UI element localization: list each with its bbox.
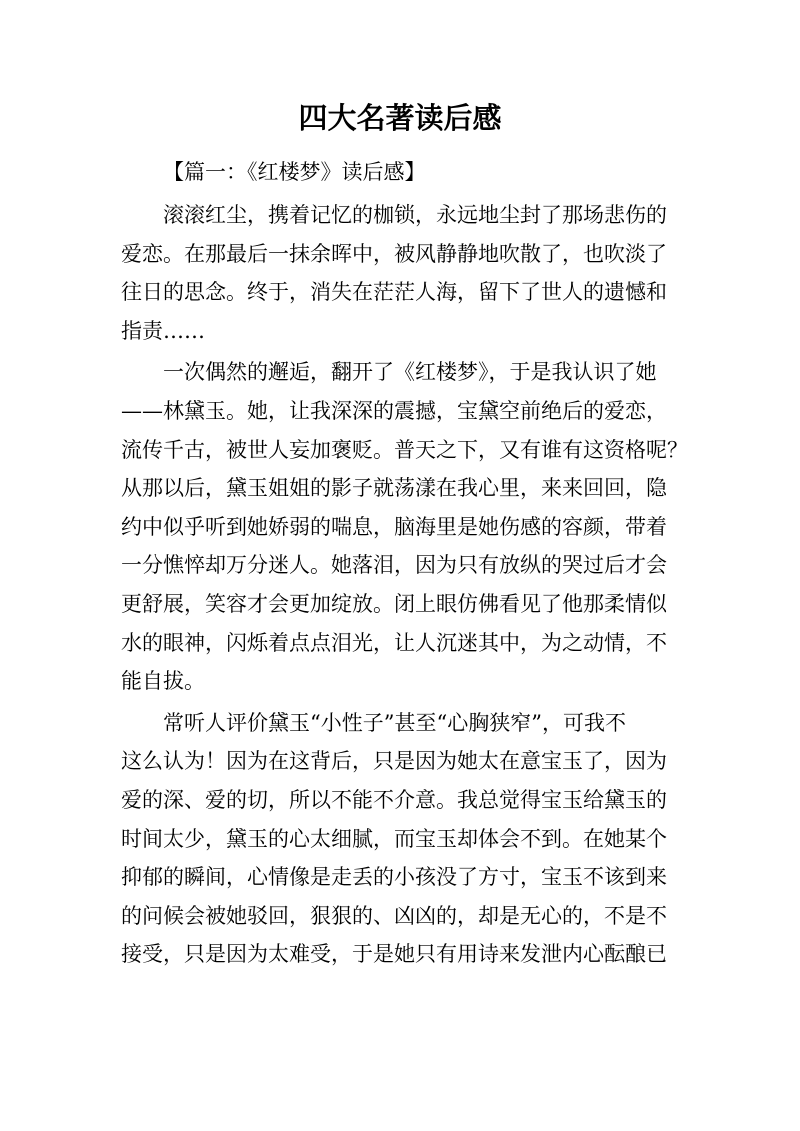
document-body [121,152,688,974]
text-line: 的问候会被她驳回，狠狠的、凶凶的，却是无心的，不是不 [121,903,667,928]
text-line: 流传千古，被世人妄加褒贬。普天之下，又有谁有这资格呢？ [121,437,688,462]
text-line: 爱恋。在那最后一抹余晖中，被风静静地吹散了，也吹淡了 [121,241,667,266]
text-line: 能自拔。 [121,669,205,694]
text-line: 爱的深、爱的切，所以不能不介意。我总觉得宝玉给黛玉的 [121,787,667,812]
section-heading: 【篇一：《红楼梦》读后感】 [163,160,426,184]
text-line: 一次偶然的邂逅，翻开了《红楼梦》，于是我认识了她 [163,360,657,385]
paragraph-2 [121,353,688,700]
text-line: 时间太少，黛玉的心太细腻，而宝玉却体会不到。在她某个 [121,826,667,851]
text-line: 更舒展，笑容才会更加绽放。闭上眼仿佛看见了他那柔情似 [121,591,667,616]
text-line: ——林黛玉。她，让我深深的震撼，宝黛空前绝后的爱恋， [121,398,667,423]
text-line: 常听人评价黛玉“小性子”甚至“心胸狭窄”，可我不 [163,710,626,735]
text-line: 一分憔悴却万分迷人。她落泪，因为只有放纵的哭过后才会 [121,553,667,578]
document-title: 四大名著读后感 [298,101,502,135]
text-line: 约中似乎听到她娇弱的喘息，脑海里是她伤感的容颜，带着 [121,514,667,539]
text-line: 接受，只是因为太难受，于是她只有用诗来发泄内心酝酿已 [121,942,667,967]
text-line: 抑郁的瞬间，心情像是走丢的小孩没了方寸，宝玉不该到来 [121,865,667,890]
paragraph-3 [121,704,681,974]
text-line: 指责…… [121,318,205,343]
text-line: 滚滚红尘，携着记忆的枷锁，永远地尘封了那场悲伤的 [163,203,667,227]
text-line: 从那以后，黛玉姐姐的影子就荡漾在我心里，来来回回，隐 [121,476,667,501]
paragraph-1 [121,196,681,350]
text-line: 水的眼神，闪烁着点点泪光，让人沉迷其中，为之动情，不 [121,630,667,655]
text-line: 这么认为！因为在这背后，只是因为她太在意宝玉了，因为 [121,749,667,774]
text-line: 往日的思念。终于，消失在茫茫人海，留下了世人的遗憾和 [121,280,667,305]
